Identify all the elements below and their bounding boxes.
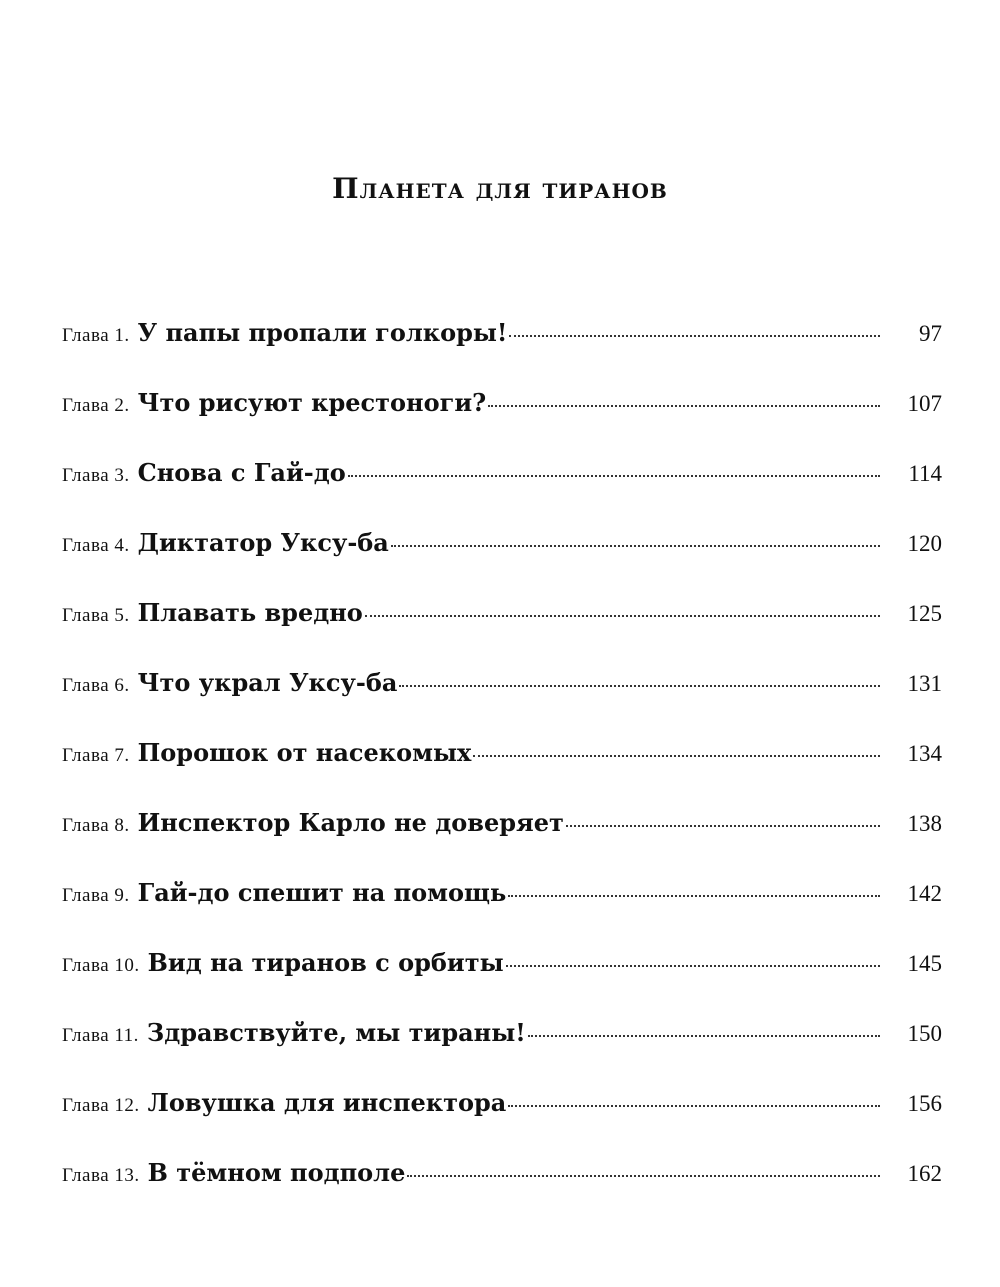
chapter-title: Что украл Уксу-ба xyxy=(137,668,398,697)
dot-leader xyxy=(528,1035,880,1037)
toc-entry-9[interactable] xyxy=(62,878,942,948)
page-number: 162 xyxy=(907,1161,942,1186)
page-number: 131 xyxy=(907,671,942,696)
chapter-title: У папы пропали голкоры! xyxy=(137,318,508,347)
chapter-label: Глава 7. xyxy=(62,745,130,766)
dot-leader xyxy=(365,615,880,617)
page-title: Планета для тиранов xyxy=(332,172,668,205)
page-number: 125 xyxy=(907,601,942,626)
page-number: 114 xyxy=(908,461,942,486)
chapter-label: Глава 4. xyxy=(62,535,130,556)
dot-leader xyxy=(473,755,880,757)
page-number: 120 xyxy=(907,531,942,556)
chapter-title: Гай-до спешит на помощь xyxy=(137,878,507,907)
chapter-label: Глава 1. xyxy=(62,325,130,346)
toc-entry-1[interactable] xyxy=(62,318,942,388)
toc-entry-10[interactable] xyxy=(62,948,942,1018)
toc-entry-2[interactable] xyxy=(62,388,942,458)
page-number: 142 xyxy=(907,881,942,906)
page-number: 138 xyxy=(907,811,942,836)
chapter-title: Ловушка для инспектора xyxy=(147,1088,507,1117)
dot-leader xyxy=(488,405,880,407)
chapter-title: Что рисуют крестоноги? xyxy=(137,388,487,417)
chapter-label: Глава 2. xyxy=(62,395,130,416)
toc-entry-11[interactable] xyxy=(62,1018,942,1088)
chapter-label: Глава 3. xyxy=(62,465,130,486)
toc-entry-12[interactable] xyxy=(62,1088,942,1158)
chapter-label: Глава 9. xyxy=(62,885,130,906)
chapter-label: Глава 13. xyxy=(62,1165,140,1186)
dot-leader xyxy=(509,335,880,337)
page-number: 134 xyxy=(907,741,942,766)
dot-leader xyxy=(506,965,880,967)
chapter-title: Диктатор Уксу-ба xyxy=(137,528,389,557)
dot-leader xyxy=(399,685,880,687)
toc-entry-7[interactable] xyxy=(62,738,942,808)
dot-leader xyxy=(508,895,880,897)
chapter-label: Глава 5. xyxy=(62,605,130,626)
chapter-label: Глава 12. xyxy=(62,1095,140,1116)
toc-entry-5[interactable] xyxy=(62,598,942,668)
dot-leader xyxy=(508,1105,880,1107)
chapter-title: Вид на тиранов с орбиты xyxy=(147,948,504,977)
dot-leader xyxy=(391,545,880,547)
toc-entry-4[interactable] xyxy=(62,528,942,598)
dot-leader xyxy=(566,825,880,827)
toc-entry-3[interactable] xyxy=(62,458,942,528)
chapter-title: В тёмном подполе xyxy=(147,1158,406,1187)
chapter-label: Глава 10. xyxy=(62,955,140,976)
page-number: 150 xyxy=(907,1021,942,1046)
chapter-label: Глава 6. xyxy=(62,675,130,696)
page-number: 145 xyxy=(907,951,942,976)
dot-leader xyxy=(407,1175,880,1177)
chapter-label: Глава 8. xyxy=(62,815,130,836)
page-number: 156 xyxy=(907,1091,942,1116)
page-number: 97 xyxy=(919,321,942,346)
toc-entry-8[interactable] xyxy=(62,808,942,878)
chapter-label: Глава 11. xyxy=(62,1025,139,1046)
table-of-contents xyxy=(62,318,942,1228)
toc-entry-13[interactable] xyxy=(62,1158,942,1228)
page-number: 107 xyxy=(907,391,942,416)
chapter-title: Плавать вредно xyxy=(137,598,363,627)
toc-entry-6[interactable] xyxy=(62,668,942,738)
chapter-title: Порошок от насекомых xyxy=(137,738,472,767)
dot-leader xyxy=(348,475,880,477)
chapter-title: Снова с Гай-до xyxy=(137,458,346,487)
chapter-title: Инспектор Карло не доверяет xyxy=(137,808,564,837)
chapter-title: Здравствуйте, мы тираны! xyxy=(146,1018,526,1047)
